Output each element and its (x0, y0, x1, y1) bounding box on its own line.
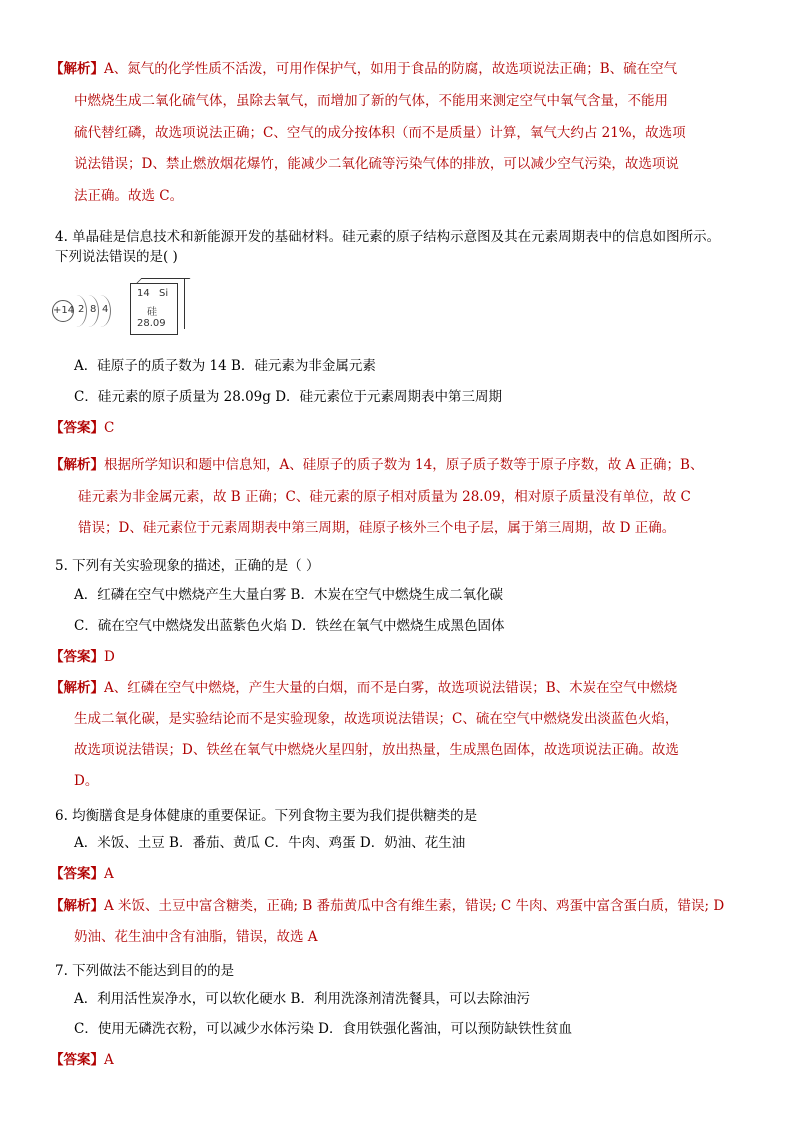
q5-analysis-line-4: D。 (74, 773, 99, 789)
q6-options: A．米饭、土豆 B．番茄、黄瓜 C．牛肉、鸡蛋 D．奶油、花生油 (74, 835, 466, 851)
q5-analysis-line-1: 【解析】A、红磷在空气中燃烧，产生大量的白烟，而不是白雾，故选项说法错误；B、木炭在空气中燃烧 (50, 680, 678, 696)
q3-analysis-line-2: 中燃烧生成二氧化硫气体，虽除去氧气，而增加了新的气体，不能用来测定空气中氧气含量，不能用 (74, 93, 668, 109)
q4-analysis-line-3: 错误；D、硅元素位于元素周期表中第三周期，硅原子核外三个电子层，属于第三周期，故 D 正确。 (78, 520, 676, 536)
q4-options-ab: A．硅原子的质子数为 14 B．硅元素为非金属元素 (74, 358, 376, 374)
analysis-tag: 【解析】 (50, 61, 104, 77)
q5-options-cd: C．硫在空气中燃烧发出蓝紫色火焰 D．铁丝在氧气中燃烧生成黑色固体 (74, 618, 505, 634)
q5-stem: 5. 下列有关实验现象的描述，正确的是（ ） (55, 558, 320, 574)
cell-side-edge (178, 279, 185, 329)
q3-analysis-line-1: 【解析】A、氮气的化学性质不活泼，可用作保护气，如用于食品的防腐，故选项说法正确；B、硫在空气 (50, 61, 678, 77)
q3-analysis-line-4: 说法错误；D、禁止燃放烟花爆竹，能减少二氧化硫等污染气体的排放，可以减少空气污染，故选项说 (74, 156, 679, 172)
silicon-figure (48, 283, 178, 341)
q7-answer: 【答案】A (50, 1052, 114, 1068)
q7-stem: 7. 下列做法不能达到目的的是 (55, 963, 235, 979)
q3-analysis-line-5: 法正确。故选 C。 (74, 188, 184, 204)
q5-answer: 【答案】D (50, 649, 115, 665)
shell-1-electrons: 2 (78, 304, 85, 315)
shell-2-electrons: 8 (90, 304, 97, 315)
q6-stem: 6. 均衡膳食是身体健康的重要保证。下列食物主要为我们提供糖类的是 (55, 808, 478, 824)
q5-analysis-line-3: 故选项说法错误；D、铁丝在氧气中燃烧火星四射，放出热量，生成黑色固体，故选项说法正确。故选 (74, 742, 679, 758)
shell-3-electrons: 4 (102, 304, 109, 315)
q6-answer: 【答案】A (50, 866, 114, 882)
q4-stem-1: 4. 单晶硅是信息技术和新能源开发的基础材料。硅元素的原子结构示意图及其在元素周期表中的信息如图所示。 (55, 229, 721, 245)
q5-analysis-line-2: 生成二氧化碳，是实验结论而不是实验现象，故选项说法错误；C、硫在空气中燃烧发出淡蓝色火焰， (74, 711, 679, 727)
q6-analysis-line-1: 【解析】A 米饭、土豆中富含糖类，正确; B 番茄黄瓜中含有维生素，错误; C 牛肉、鸡蛋中富含蛋白质，错误; D (50, 898, 725, 914)
atom-structure-diagram (48, 295, 128, 329)
periodic-table-cell (130, 283, 178, 335)
q4-answer: 【答案】C (50, 420, 115, 436)
q7-options-cd: C．使用无磷洗衣粉，可以减少水体污染 D．食用铁强化酱油，可以预防缺铁性贫血 (74, 1021, 572, 1037)
q3-analysis-line-3: 硫代替红磷，故选项说法正确；C、空气的成分按体积（而不是质量）计算，氧气大约占 21%，故选项 (74, 125, 686, 141)
q4-options-cd: C．硅元素的原子质量为 28.09g D．硅元素位于元素周期表中第三周期 (74, 389, 503, 405)
atomic-mass: 28.09 (137, 318, 166, 329)
atomic-number: 14 (137, 288, 150, 299)
nucleus-label: +14 (52, 300, 74, 322)
element-symbol: Si (159, 288, 169, 299)
q6-analysis-line-2: 奶油、花生油中含有油脂，错误，故选 A (74, 929, 318, 945)
element-name: 硅 (147, 307, 157, 318)
q5-options-ab: A．红磷在空气中燃烧产生大量白雾 B．木炭在空气中燃烧生成二氧化碳 (74, 587, 503, 603)
q4-stem-2: 下列说法错误的是( ) (55, 249, 178, 265)
q7-options-ab: A．利用活性炭净水，可以软化硬水 B．利用洗涤剂清洗餐具，可以去除油污 (74, 991, 530, 1007)
q4-analysis-line-1: 【解析】根据所学知识和题中信息知，A、硅原子的质子数为 14，原子质子数等于原子序数，故 A 正确；B、 (50, 457, 704, 473)
q4-analysis-line-2: 硅元素为非金属元素，故 B 正确；C、硅元素的原子相对质量为 28.09，相对原子质量没有单位，故 C (78, 489, 691, 505)
